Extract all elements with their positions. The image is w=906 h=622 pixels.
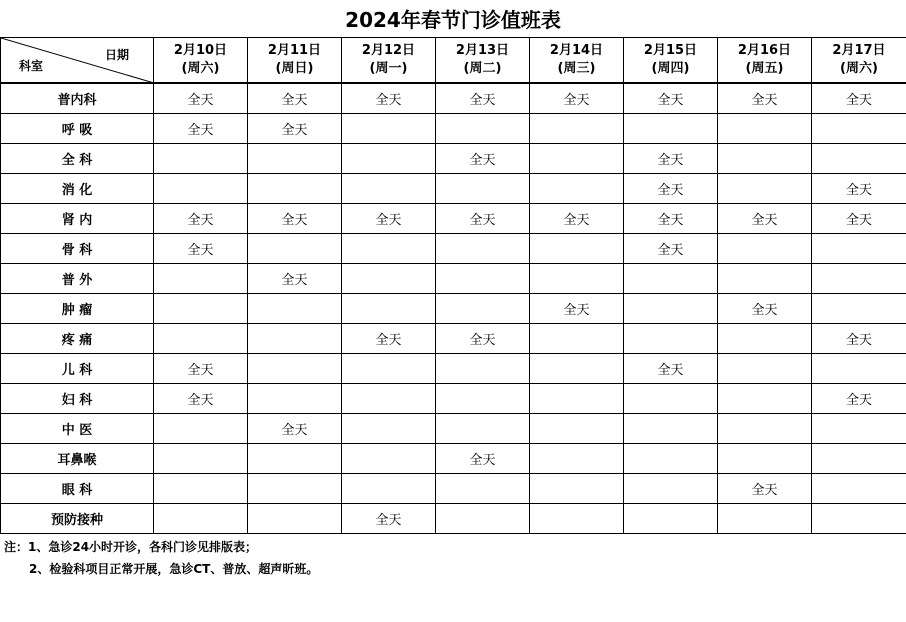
- shift-cell: [530, 354, 624, 384]
- shift-cell: [718, 444, 812, 474]
- column-weekday: (周六): [181, 61, 220, 76]
- column-date: 2月14日: [549, 43, 604, 58]
- department-cell: 普 外: [1, 264, 154, 294]
- date-column-header: [812, 38, 906, 84]
- table-row: [1, 414, 906, 444]
- shift-cell: 全天: [436, 324, 530, 354]
- shift-cell: 全天: [436, 83, 530, 114]
- header-row: [1, 38, 906, 84]
- shift-cell: 全天: [812, 83, 906, 114]
- table-row: [1, 504, 906, 534]
- shift-cell: [718, 144, 812, 174]
- shift-cell: [342, 444, 436, 474]
- page-title: 2024年春节门诊值班表: [345, 8, 561, 32]
- shift-cell: 全天: [436, 144, 530, 174]
- shift-cell: [248, 384, 342, 414]
- shift-cell: [248, 504, 342, 534]
- duty-roster-table: [0, 37, 906, 534]
- table-row: [1, 204, 906, 234]
- shift-cell: [812, 504, 906, 534]
- shift-cell: [718, 384, 812, 414]
- table-row: [1, 234, 906, 264]
- shift-cell: 全天: [342, 83, 436, 114]
- shift-cell: 全天: [624, 234, 718, 264]
- shift-cell: 全天: [624, 204, 718, 234]
- shift-cell: 全天: [248, 264, 342, 294]
- shift-cell: [154, 174, 248, 204]
- shift-cell: 全天: [248, 204, 342, 234]
- shift-cell: [154, 504, 248, 534]
- date-column-header: [530, 38, 624, 84]
- shift-cell: [342, 414, 436, 444]
- shift-cell: [154, 444, 248, 474]
- shift-cell: 全天: [718, 474, 812, 504]
- shift-cell: 全天: [342, 204, 436, 234]
- shift-cell: [248, 174, 342, 204]
- shift-cell: [436, 114, 530, 144]
- shift-cell: [154, 324, 248, 354]
- shift-cell: [154, 414, 248, 444]
- shift-cell: 全天: [812, 324, 906, 354]
- department-cell: 预防接种: [1, 504, 154, 534]
- corner-header-cell: [1, 38, 154, 84]
- department-cell: 骨 科: [1, 234, 154, 264]
- department-cell: 妇 科: [1, 384, 154, 414]
- shift-cell: 全天: [154, 204, 248, 234]
- date-column-header: [248, 38, 342, 84]
- shift-cell: [624, 324, 718, 354]
- shift-cell: [436, 504, 530, 534]
- shift-cell: [436, 234, 530, 264]
- column-weekday: (周一): [369, 61, 408, 76]
- shift-cell: [248, 324, 342, 354]
- shift-cell: [342, 114, 436, 144]
- shift-cell: 全天: [154, 354, 248, 384]
- shift-cell: [436, 264, 530, 294]
- column-date: 2月12日: [361, 43, 416, 58]
- shift-cell: [248, 474, 342, 504]
- department-cell: 疼 痛: [1, 324, 154, 354]
- shift-cell: [812, 294, 906, 324]
- table-row: [1, 264, 906, 294]
- shift-cell: [530, 444, 624, 474]
- shift-cell: [718, 264, 812, 294]
- table-row: [1, 144, 906, 174]
- shift-cell: [342, 294, 436, 324]
- shift-cell: 全天: [530, 83, 624, 114]
- shift-cell: [530, 384, 624, 414]
- shift-cell: 全天: [248, 114, 342, 144]
- shift-cell: [530, 474, 624, 504]
- shift-cell: [342, 264, 436, 294]
- column-weekday: (周五): [745, 61, 784, 76]
- shift-cell: 全天: [248, 414, 342, 444]
- shift-cell: [248, 294, 342, 324]
- shift-cell: 全天: [624, 144, 718, 174]
- table-row: [1, 474, 906, 504]
- shift-cell: 全天: [718, 204, 812, 234]
- shift-cell: [342, 234, 436, 264]
- shift-cell: [530, 234, 624, 264]
- department-cell: 耳鼻喉: [1, 444, 154, 474]
- shift-cell: [342, 144, 436, 174]
- column-date: 2月17日: [832, 43, 886, 58]
- column-weekday: (周三): [557, 61, 596, 76]
- shift-cell: [342, 384, 436, 414]
- column-weekday: (周六): [840, 61, 878, 76]
- shift-cell: [624, 384, 718, 414]
- department-cell: 消 化: [1, 174, 154, 204]
- table-row: [1, 444, 906, 474]
- department-cell: 肾 内: [1, 204, 154, 234]
- shift-cell: 全天: [718, 83, 812, 114]
- shift-cell: [624, 504, 718, 534]
- shift-cell: [436, 474, 530, 504]
- footnotes: [4, 536, 318, 580]
- shift-cell: [248, 444, 342, 474]
- shift-cell: 全天: [812, 384, 906, 414]
- date-column-header: [154, 38, 248, 84]
- shift-cell: [436, 414, 530, 444]
- shift-cell: [154, 474, 248, 504]
- shift-cell: [812, 414, 906, 444]
- shift-cell: [436, 294, 530, 324]
- shift-cell: [530, 174, 624, 204]
- shift-cell: [248, 144, 342, 174]
- column-weekday: (周日): [275, 61, 314, 76]
- department-axis-label: 科室: [19, 59, 44, 73]
- shift-cell: [812, 114, 906, 144]
- column-date: 2月13日: [455, 43, 510, 58]
- shift-cell: [342, 354, 436, 384]
- shift-cell: 全天: [436, 444, 530, 474]
- shift-cell: [624, 474, 718, 504]
- shift-cell: 全天: [624, 354, 718, 384]
- column-date: 2月10日: [173, 43, 228, 58]
- column-date: 2月16日: [737, 43, 792, 58]
- shift-cell: [624, 294, 718, 324]
- shift-cell: [154, 264, 248, 294]
- table-row: [1, 294, 906, 324]
- shift-cell: [718, 234, 812, 264]
- shift-cell: [718, 354, 812, 384]
- shift-cell: [718, 114, 812, 144]
- table-row: [1, 324, 906, 354]
- shift-cell: 全天: [154, 114, 248, 144]
- shift-cell: [812, 264, 906, 294]
- column-date: 2月11日: [267, 43, 322, 58]
- department-cell: 呼 吸: [1, 114, 154, 144]
- shift-cell: [436, 354, 530, 384]
- shift-cell: [718, 504, 812, 534]
- shift-cell: [248, 354, 342, 384]
- shift-cell: [248, 234, 342, 264]
- table-row: [1, 384, 906, 414]
- shift-cell: [154, 144, 248, 174]
- column-weekday: (周二): [463, 61, 502, 76]
- shift-cell: [530, 504, 624, 534]
- date-column-header: [718, 38, 812, 84]
- department-cell: 中 医: [1, 414, 154, 444]
- shift-cell: [624, 414, 718, 444]
- shift-cell: 全天: [812, 204, 906, 234]
- shift-cell: [718, 324, 812, 354]
- shift-cell: 全天: [154, 234, 248, 264]
- shift-cell: [812, 354, 906, 384]
- shift-cell: [624, 264, 718, 294]
- shift-cell: [624, 114, 718, 144]
- note-2: 2、检验科项目正常开展，急诊CT、普放、超声昕班。: [29, 562, 319, 576]
- shift-cell: 全天: [342, 504, 436, 534]
- shift-cell: 全天: [530, 204, 624, 234]
- shift-cell: [530, 264, 624, 294]
- shift-cell: 全天: [436, 204, 530, 234]
- department-cell: 儿 科: [1, 354, 154, 384]
- shift-cell: [718, 414, 812, 444]
- shift-cell: [342, 174, 436, 204]
- shift-cell: [530, 324, 624, 354]
- shift-cell: [812, 144, 906, 174]
- shift-cell: [436, 174, 530, 204]
- shift-cell: 全天: [248, 83, 342, 114]
- shift-cell: 全天: [624, 174, 718, 204]
- date-axis-label: 日期: [104, 48, 129, 62]
- column-date: 2月15日: [643, 43, 698, 58]
- shift-cell: 全天: [530, 294, 624, 324]
- shift-cell: [812, 444, 906, 474]
- department-cell: 全 科: [1, 144, 154, 174]
- department-cell: 肿 瘤: [1, 294, 154, 324]
- shift-cell: 全天: [342, 324, 436, 354]
- shift-cell: [624, 444, 718, 474]
- shift-cell: [530, 144, 624, 174]
- shift-cell: 全天: [154, 83, 248, 114]
- date-column-header: [624, 38, 718, 84]
- date-column-header: [342, 38, 436, 84]
- shift-cell: 全天: [718, 294, 812, 324]
- column-weekday: (周四): [651, 61, 690, 76]
- shift-cell: 全天: [154, 384, 248, 414]
- shift-cell: [812, 474, 906, 504]
- shift-cell: [436, 384, 530, 414]
- shift-cell: [530, 414, 624, 444]
- table-row: [1, 354, 906, 384]
- shift-cell: 全天: [624, 83, 718, 114]
- shift-cell: [342, 474, 436, 504]
- table-row: [1, 83, 906, 114]
- department-cell: 眼 科: [1, 474, 154, 504]
- shift-cell: [812, 234, 906, 264]
- shift-cell: [530, 114, 624, 144]
- shift-cell: [718, 174, 812, 204]
- note-1: 注：1、急诊24小时开诊，各科门诊见排版表；: [4, 540, 258, 554]
- shift-cell: [154, 294, 248, 324]
- department-cell: 普内科: [1, 83, 154, 114]
- table-row: [1, 114, 906, 144]
- table-row: [1, 174, 906, 204]
- shift-cell: 全天: [812, 174, 906, 204]
- date-column-header: [436, 38, 530, 84]
